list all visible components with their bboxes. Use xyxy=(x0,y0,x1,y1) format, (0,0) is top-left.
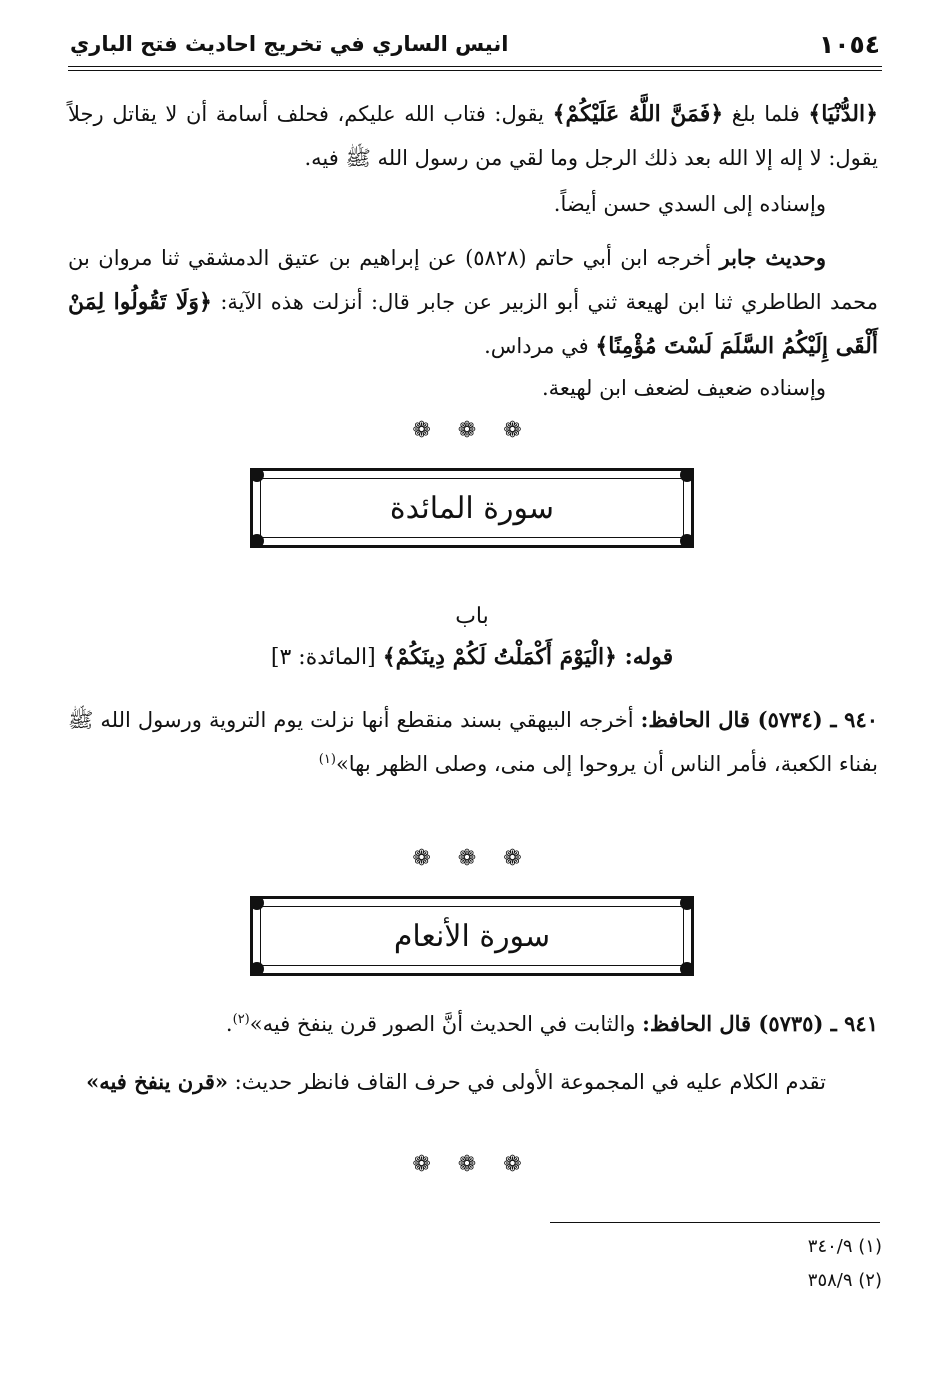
footnote-rule xyxy=(550,1222,880,1223)
quran-quote: ﴿الْيَوْمَ أَكْمَلْتُ لَكُمْ دِينَكُمْ﴾ xyxy=(382,644,617,670)
hadith-text: أخرجه البيهقي بسند منقطع أنها نزلت يوم التروية ورسول الله ﷺ بفناء الكعبة، فأمر الناس أن يروحوا إلى منى، وصلى الظهر بها» xyxy=(68,708,878,776)
surah-heading-inner xyxy=(260,478,684,538)
footnote-mark: (١) xyxy=(858,1236,882,1257)
page-number: ١٠٥٤ xyxy=(818,29,880,59)
hadith-end: . xyxy=(225,1012,233,1036)
running-title: انيس الساري في تخريج احاديث فتح الباري xyxy=(70,32,509,56)
paragraph-cross-reference xyxy=(68,1060,878,1104)
quran-quote: ﴿وَلَا تَقُولُوا لِمَنْ أَلْقَى إِلَيْكُمُ السَّلَمَ لَسْتَ مُؤْمِنًا﴾ xyxy=(68,289,878,359)
footnote-1 xyxy=(808,1236,882,1257)
hadith-number: ٩٤١ ـ (٥٧٣٥) قال الحافظ: xyxy=(642,1011,878,1036)
footnote-ref: ٣٤٠/٩ xyxy=(807,1236,853,1257)
surah-title: سورة الأنعام xyxy=(393,918,551,954)
paragraph-suddi-isnad: وإسناده إلى السدي حسن أيضاً. xyxy=(553,192,826,216)
hadith-text: والثابت في الحديث أنَّ الصور قرن ينفخ فيه» xyxy=(249,1012,643,1036)
page-header xyxy=(70,24,880,64)
verse-reference: [المائدة: ٣] xyxy=(270,645,383,670)
hadith-title: «قرن ينفخ فيه» xyxy=(86,1069,228,1094)
footnote-marker: (١) xyxy=(318,752,336,767)
paragraph-jabir xyxy=(68,236,878,368)
separator-stars: ❁ ❁ ❁ xyxy=(412,418,532,443)
surah-heading-inner xyxy=(260,906,684,966)
paragraph-text: يقول: فتاب الله عليكم، فحلف أسامة أن لا يقاتل رجلاً يقول: لا إله إلا الله بعد ذلك الرجل وما لقي من رسول الله ﷺ فيه. xyxy=(68,102,878,170)
header-rule xyxy=(68,66,882,71)
quran-quote: ﴿الدُّنْيَا﴾ xyxy=(808,101,878,127)
surah-heading-frame xyxy=(250,896,694,976)
bab-heading: باب xyxy=(455,604,489,629)
paragraph-ibn-lahia: وإسناده ضعيف لضعف ابن لهيعة. xyxy=(541,376,826,400)
hadith-number: ٩٤٠ ـ (٥٧٣٤) قال الحافظ: xyxy=(640,707,879,732)
hadith-941 xyxy=(68,1002,878,1046)
separator-stars: ❁ ❁ ❁ xyxy=(412,846,532,871)
hadith-lead: وحديث جابر xyxy=(719,245,826,270)
paragraph-text: فلما بلغ xyxy=(723,102,809,126)
paragraph-text: تقدم الكلام عليه في المجموعة الأولى في حرف القاف فانظر حديث: xyxy=(227,1070,826,1094)
quran-quote: ﴿فَمَنَّ اللَّهُ عَلَيْكُمْ﴾ xyxy=(552,101,724,127)
surah-heading-frame xyxy=(250,468,694,548)
qawluhu-line xyxy=(0,644,944,670)
paragraph-text: أخرجه ابن أبي حاتم (٥٨٢٨) عن إبراهيم بن عتيق الدمشقي ثنا مروان بن محمد الطاطري ثنا ابن لهيعة ثني أبو الزبير عن جابر قال: أنزلت هذه الآية: xyxy=(68,246,878,314)
footnote-marker: (٢) xyxy=(232,1012,250,1027)
footnote-mark: (٢) xyxy=(858,1270,882,1291)
footnote-2 xyxy=(808,1270,882,1291)
separator-stars: ❁ ❁ ❁ xyxy=(412,1152,532,1177)
qawluhu-label: قوله: xyxy=(616,644,674,670)
paragraph-usama xyxy=(68,92,878,180)
hadith-940 xyxy=(68,698,878,786)
surah-title: سورة المائدة xyxy=(389,490,555,526)
footnote-ref: ٣٥٨/٩ xyxy=(807,1270,853,1291)
paragraph-text: في مرداس. xyxy=(484,334,596,358)
